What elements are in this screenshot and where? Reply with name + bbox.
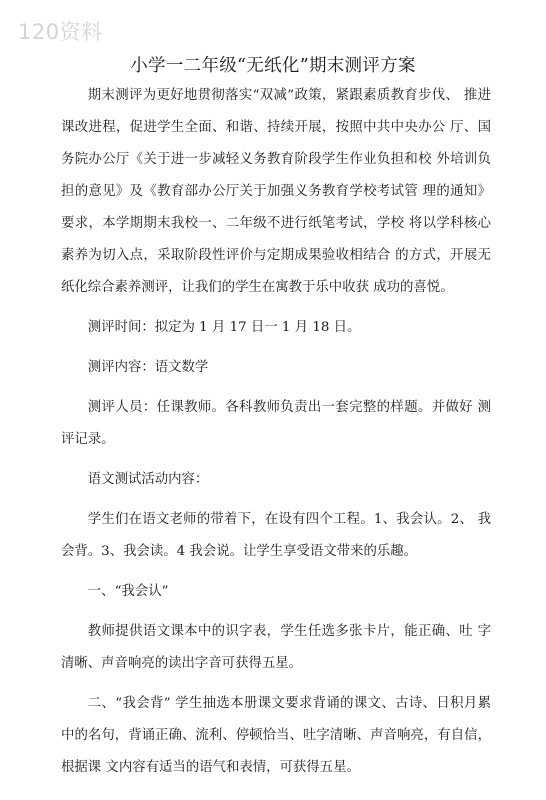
recite-paragraph: 二、“我会背” 学生抽选本册课文要求背诵的课文、古诗、日积月累中的名句，背诵正确、流利、停顿恰当、吐字清晰、声音响亮，有自信，根据课 文内容有适当的语气和表情，可获得五星。 [61, 696, 491, 775]
test-content-paragraph: 测评内容：语文数学 [87, 360, 209, 375]
document-title: 小学一二年级“无纸化”期末测评方案 [130, 56, 416, 76]
recognize-paragraph: 教师提供语文课本中的识字表，学生任选多张卡片，能正确、吐 字清晰、声音响亮的读出字音可获得五星。 [61, 624, 491, 671]
test-time-paragraph: 测评时间：拟定为 1 月 17 日一 1 月 18 日。 [87, 320, 361, 335]
chinese-activity-heading: 语文测试活动内容： [87, 472, 209, 487]
section-heading-recognize: 一、“我会认” [87, 584, 169, 599]
intro-paragraph: 期末测评为更好地贯彻落实“双减”政策，紧跟素质教育步伐、 推进课改进程，促进学生全面、和谐、持续开展，按照中共中央办公 厅、国务院办公厅《关于进一步减轻义务教育阶段学生作业负担和校 外培训负担的意见》及《教育部办公厅关于加强义务教育学校考试管 理的通知》要求，本学期期末我校一、二年级不进行纸笔考试，学校 将以学科核心素养为切入点，采取阶段性评价与定期成果验收相结合 的方式，开展无纸化综合素养测评，让我们的学生在寓教于乐中收获 成功的喜悦。 [61, 88, 491, 295]
activity-overview-paragraph: 学生们在语文老师的带着下，在设有四个工程。1、我会认。2、 我会背。3、我会读。4 我会说。让学生享受语文带来的乐趣。 [61, 512, 491, 559]
document-body [61, 80, 491, 784]
watermark-logo: 120资料 [18, 20, 103, 44]
test-staff-paragraph: 测评人员：任课教师。各科教师负责出一套完整的样题。并做好 测评记录。 [61, 400, 491, 447]
